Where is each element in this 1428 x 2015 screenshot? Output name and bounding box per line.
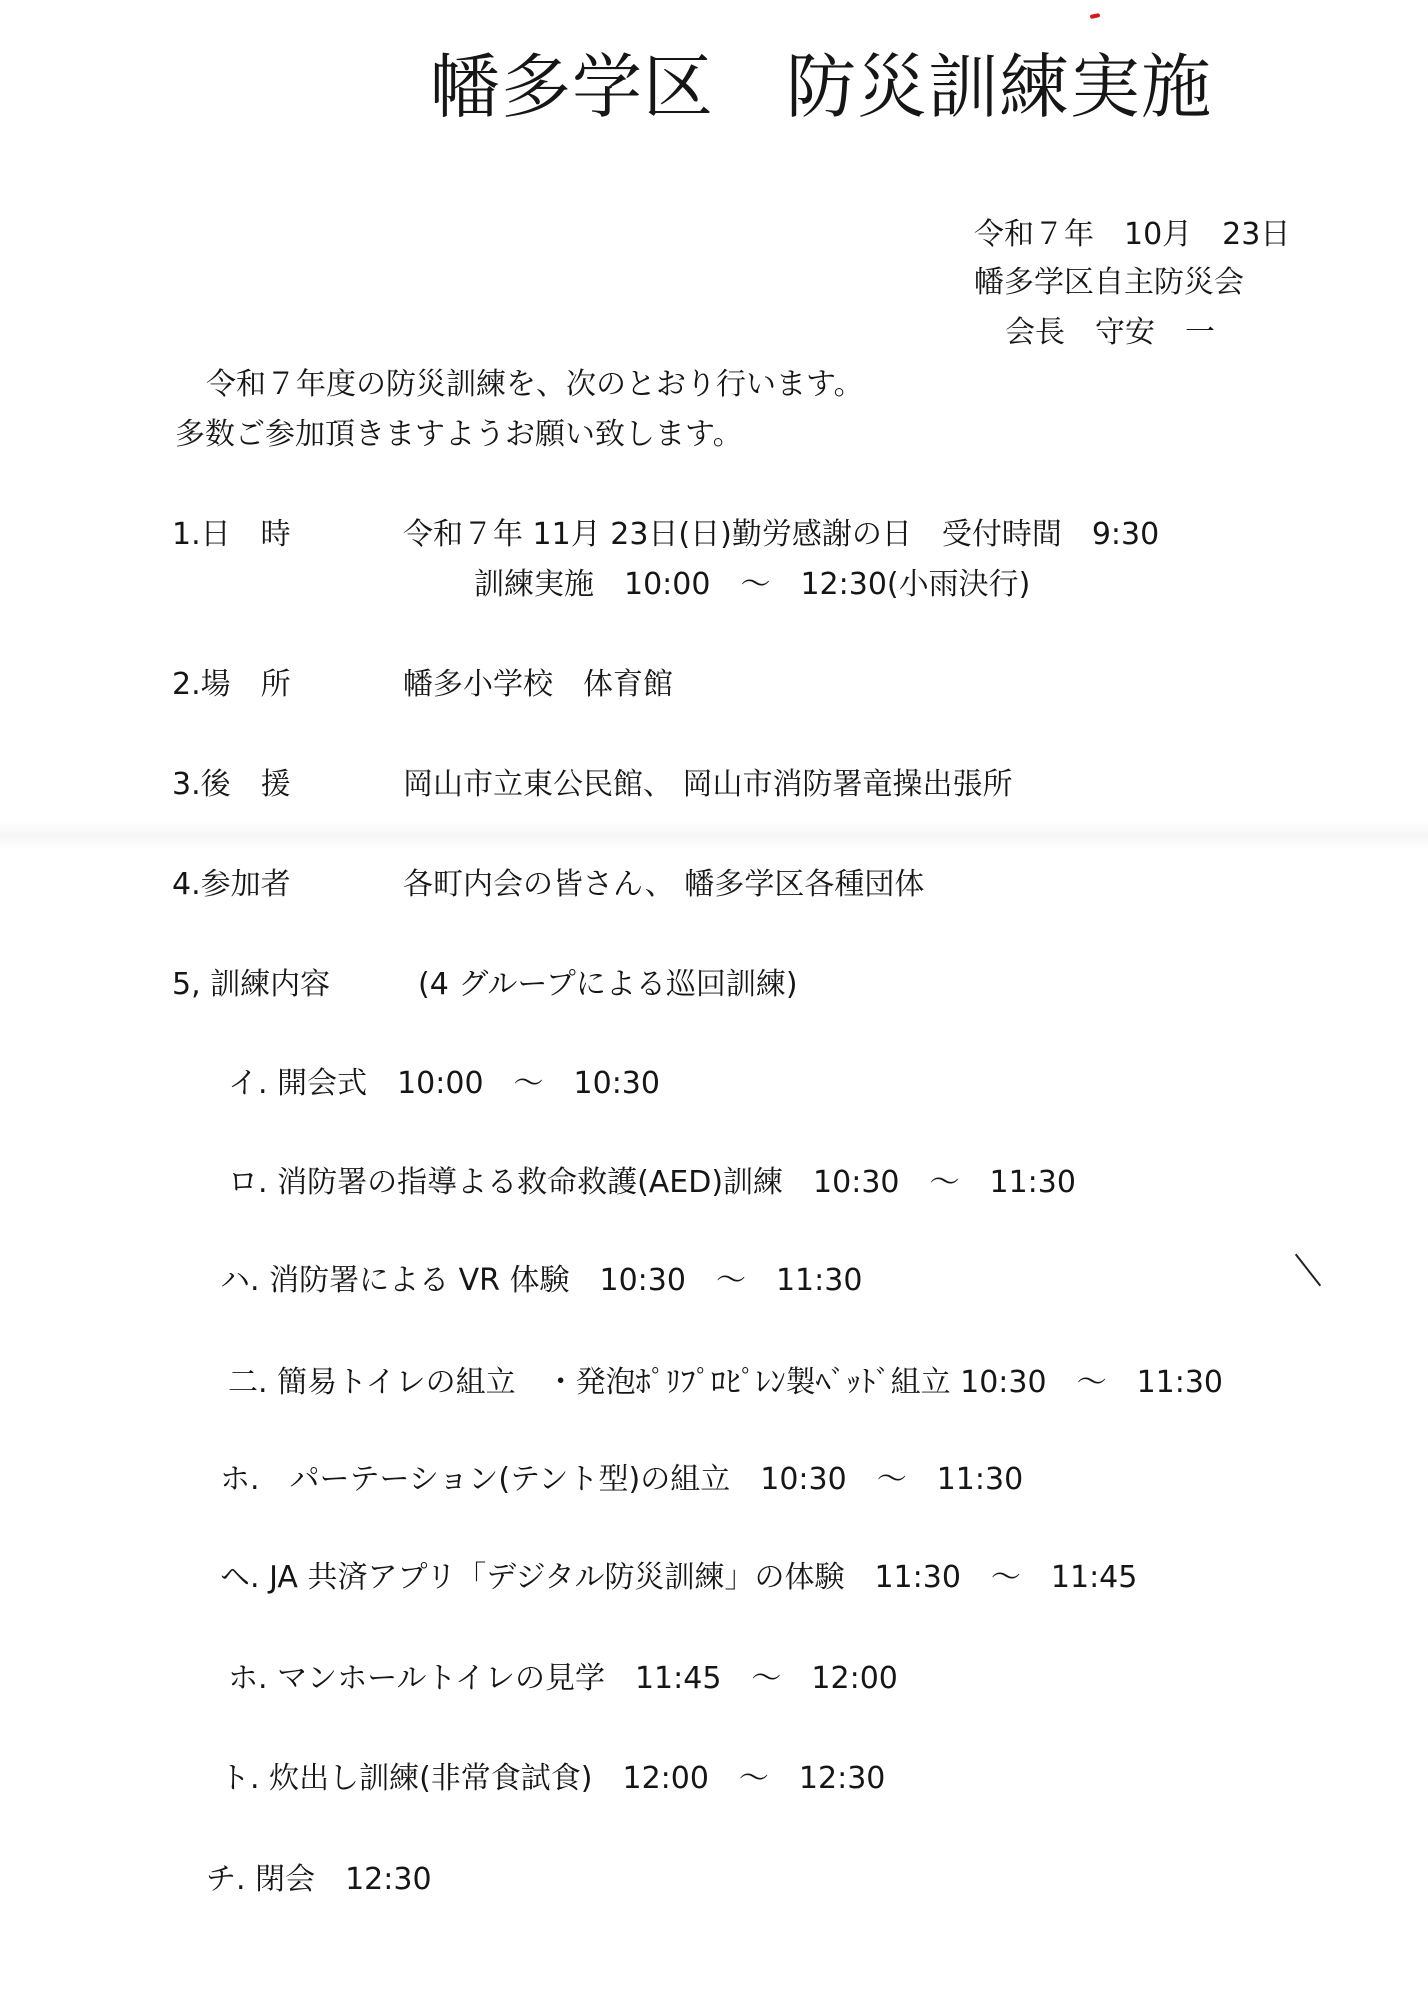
datetime-label: 1.日 時 xyxy=(172,517,291,552)
participants-value: 各町内会の皆さん、 幡多学区各種団体 xyxy=(403,867,925,902)
datetime-value: 令和７年 11月 23日(日)勤労感謝の日 受付時間 9:30 xyxy=(403,517,1160,552)
content-label: 5, 訓練内容 xyxy=(172,967,331,1002)
content-value: (4 グループによる巡回訓練) xyxy=(418,967,798,1002)
sub-item-partition-assembly: ホ. パーテーション(テント型)の組立 10:30 ～ 11:30 xyxy=(220,1462,1024,1497)
sub-item-ja-app: ヘ. JA 共済アプリ「デジタル防災訓練」の体験 11:30 ～ 11:45 xyxy=(220,1560,1138,1595)
intro-line-2: 多数ご参加頂きますようお願い致します。 xyxy=(175,417,743,452)
place-value: 幡多小学校 体育館 xyxy=(403,667,673,702)
training-time-value: 訓練実施 10:00 ～ 12:30(小雨決行) xyxy=(474,567,1031,602)
sub-item-manhole-toilet: ホ. マンホールトイレの見学 11:45 ～ 12:00 xyxy=(228,1661,898,1696)
document-title xyxy=(430,46,1212,128)
sub-item-vr-experience: ハ. 消防署による VR 体験 10:30 ～ 11:30 xyxy=(220,1263,863,1298)
red-ink-mark xyxy=(1090,13,1101,19)
scan-fold-shadow xyxy=(0,820,1428,850)
sub-item-closing: チ. 閉会 12:30 xyxy=(206,1862,432,1897)
issuing-organization: 幡多学区自主防災会 xyxy=(974,265,1244,300)
title-district: 幡多学区 xyxy=(430,46,714,128)
sub-item-opening: イ. 開会式 10:00 ～ 10:30 xyxy=(228,1066,660,1101)
sub-item-toilet-bed-assembly: 二. 簡易トイレの組立 ・発泡ﾎﾟﾘﾌﾟﾛﾋﾟﾚﾝ製ﾍﾞｯﾄﾞ組立 10:30 ～ 11:30 xyxy=(228,1365,1224,1400)
pen-stroke-mark xyxy=(1295,1254,1321,1287)
support-value: 岡山市立東公民館、 岡山市消防署竜操出張所 xyxy=(403,767,1013,802)
title-event: 防災訓練実施 xyxy=(786,46,1212,128)
intro-line-1: 令和７年度の防災訓練を、次のとおり行います。 xyxy=(206,367,864,402)
chairperson: 会長 守安 一 xyxy=(1005,315,1215,350)
issue-date: 令和７年 10月 23日 xyxy=(974,217,1291,252)
participants-label: 4.参加者 xyxy=(172,867,291,902)
support-label: 3.後 援 xyxy=(172,767,291,802)
sub-item-aed-training: ロ. 消防署の指導よる救命救護(AED)訓練 10:30 ～ 11:30 xyxy=(228,1165,1076,1200)
place-label: 2.場 所 xyxy=(172,667,291,702)
sub-item-food-training: ト. 炊出し訓練(非常食試食) 12:00 ～ 12:30 xyxy=(220,1761,886,1796)
